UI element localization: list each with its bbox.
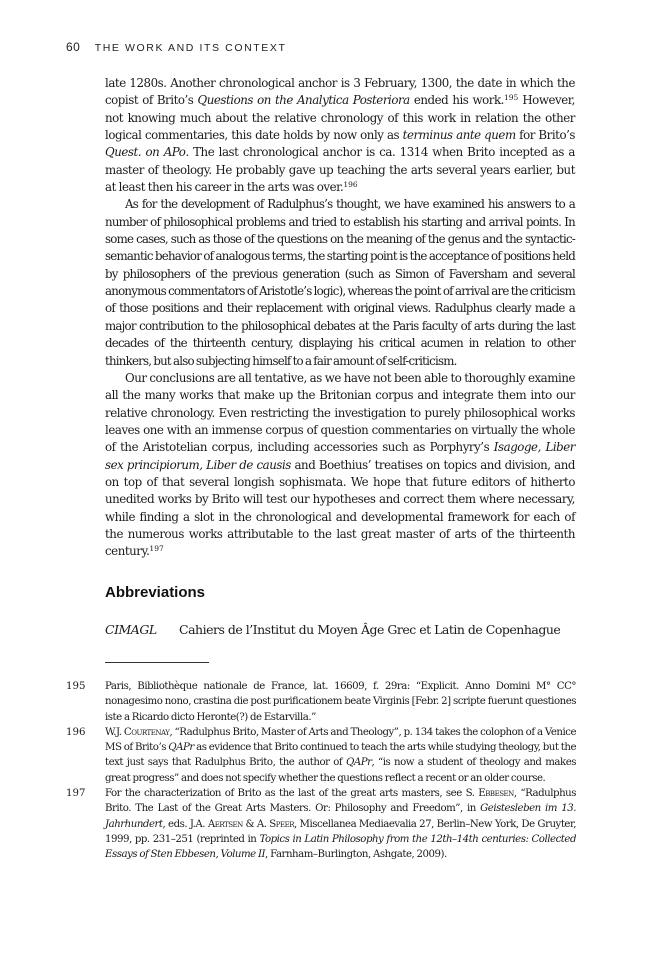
abbreviation-definition: Cahiers de l’Institut du Moyen Âge Grec et Latin de Copenhague [179,622,561,637]
text-run: , Miscellanea Mediaevalia 27, Berlin–New York, De Gruyter, 1999, pp. 231–251 (reprinted in [105,818,577,845]
author-name: Ebbesen [478,788,514,800]
text-run: Our conclusions are all tentative, as we have not been able to thoroughly examine all the many works that make up the Britonian corpus and integrate them into our relative chronology. Even restricting the investigation to purely philosophical works leaves one with an immense corpus of question commentaries on virtually the whole of the Aristotelian corpus, including accessories such as Porphyry’s [105,370,575,455]
body-text [105,75,575,561]
running-head [66,40,287,58]
text-run: , Farnham–Burlington, Ashgate, 2009). [265,849,447,861]
text-run: ended his work. [409,93,504,108]
italic-run: Quest. on APo [105,145,186,160]
italic-run: Questions on the Analytica Posteriora [197,93,410,108]
text-run: , “is now a student of theology and makes great progress” and does not specify whether the questions reflect a recent or an older course. [105,757,576,784]
text-run: W.J. [105,726,124,738]
footnote-text: Paris, Bibliothèque nationale de France, lat. 16609, f. 29ra: “Explicit. Anno Domini M° CC° nonagesimo nono, crastina die post purificationem beate Virginis [Febr. 2] scripte fuerunt questiones iste a Ricardo dicto Heronte(?) de Estarvilla.” [105,681,576,723]
italic-run: terminus ante quem [402,128,516,143]
footnote-ref-197[interactable]: 197 [149,544,164,554]
body-paragraph-1 [105,75,575,196]
text-run: , eds. J.A. [162,818,208,830]
italic-run: QAPr [168,742,194,754]
running-head-title: THE WORK AND ITS CONTEXT [94,42,287,54]
author-name: Speer [269,818,295,830]
body-paragraph-2: As for the development of Radulphus’s thought, we have examined his answers to a number of philosophical problems and tried to establish his starting and arrival points. In some cases, such as those of the questions on the meaning of the genus and the syntactic-semantic behavior of analogous terms, the starting point is the acceptance of positions held by philosophers of the previous generation (such as Simon of Faversham and several anonymous commentators of Aristotle’s logic), whereas the point of arrival are the criticism of those positions and their replacement with original views. Radulphus clearly made a major contribution to the philosophical debates at the Paris faculty of arts during the last decades of the thirteenth century, displaying his critical acumen in relation to other thinkers, but also subjecting himself to a fair amount of self-criticism. [105,197,575,368]
footnote-ref-196[interactable]: 196 [343,180,358,190]
footnotes [66,679,576,863]
author-name: Courtenay [123,726,170,738]
abbreviation-entry [105,622,560,637]
footnote-ref-195[interactable]: 195 [503,93,519,103]
footnote-number: 196 [66,726,86,738]
footnote-number: 197 [66,788,86,800]
footnote-number: 195 [66,681,86,692]
text-run: for Brito’s [515,128,576,143]
author-name: Aertsen [207,818,243,830]
text-run: For the characterization of Brito as the last of the great arts masters, see S. [105,788,479,800]
text-run: and Boethius’ treatises on topics and division, and on top of that several longish sophismata. We hope that future editors of hitherto unedited works by Brito will test our hypotheses and correct them where necessary, while finding a slot in the chronological and developmental framework for each of the numerous works attributable to the last great master of arts of the thirteenth century. [105,457,576,559]
text-run: late 1280s. Another chronological anchor is 3 February, 1300, the date in which the copist of Brito’s [105,76,575,108]
text-run: However, not knowing much about the relative chronology of this work in relation the other logical commentaries, this date holds by now only as [105,93,575,143]
text-run: , “Radulphus Brito. The Last of the Great Arts Masters. Or: Philosophy and Freedom”, in [105,788,576,815]
italic-run: Geistesleben im 13. Jahrhundert [105,803,576,830]
footnote-separator [105,662,209,663]
italic-run: QAPr [345,757,372,769]
footnote-195 [66,679,576,725]
text-run: & A. [242,818,270,830]
footnote-197 [66,786,576,862]
text-run: . The last chronological anchor is ca. 1314 when Brito incepted as a master of theology. He probably gave up teaching the arts several years earlier, but at least then his career in the arts was over. [105,145,575,195]
italic-run: Isagoge, Liber sex principiorum, Liber de causis [105,440,575,472]
page-number: 60 [66,40,81,54]
text-run: , “Radulphus Brito, Master of Arts and Theology”, p. 134 takes the colophon of a Venice MS of Brito’s [105,726,576,754]
body-paragraph-3 [105,370,575,561]
italic-run: Topics in Latin Philosophy from the 12th–14th centuries: Collected Essays of Sten Ebbesen, Volume II [105,833,576,861]
section-heading-abbreviations: Abbreviations [105,584,206,601]
footnote-196 [66,725,576,786]
abbreviation-term: CIMAGL [105,622,157,637]
text-run: as evidence that Brito continued to teach the arts while studying theology, but the text just says that Radulphus Brito, the author of [105,742,576,769]
